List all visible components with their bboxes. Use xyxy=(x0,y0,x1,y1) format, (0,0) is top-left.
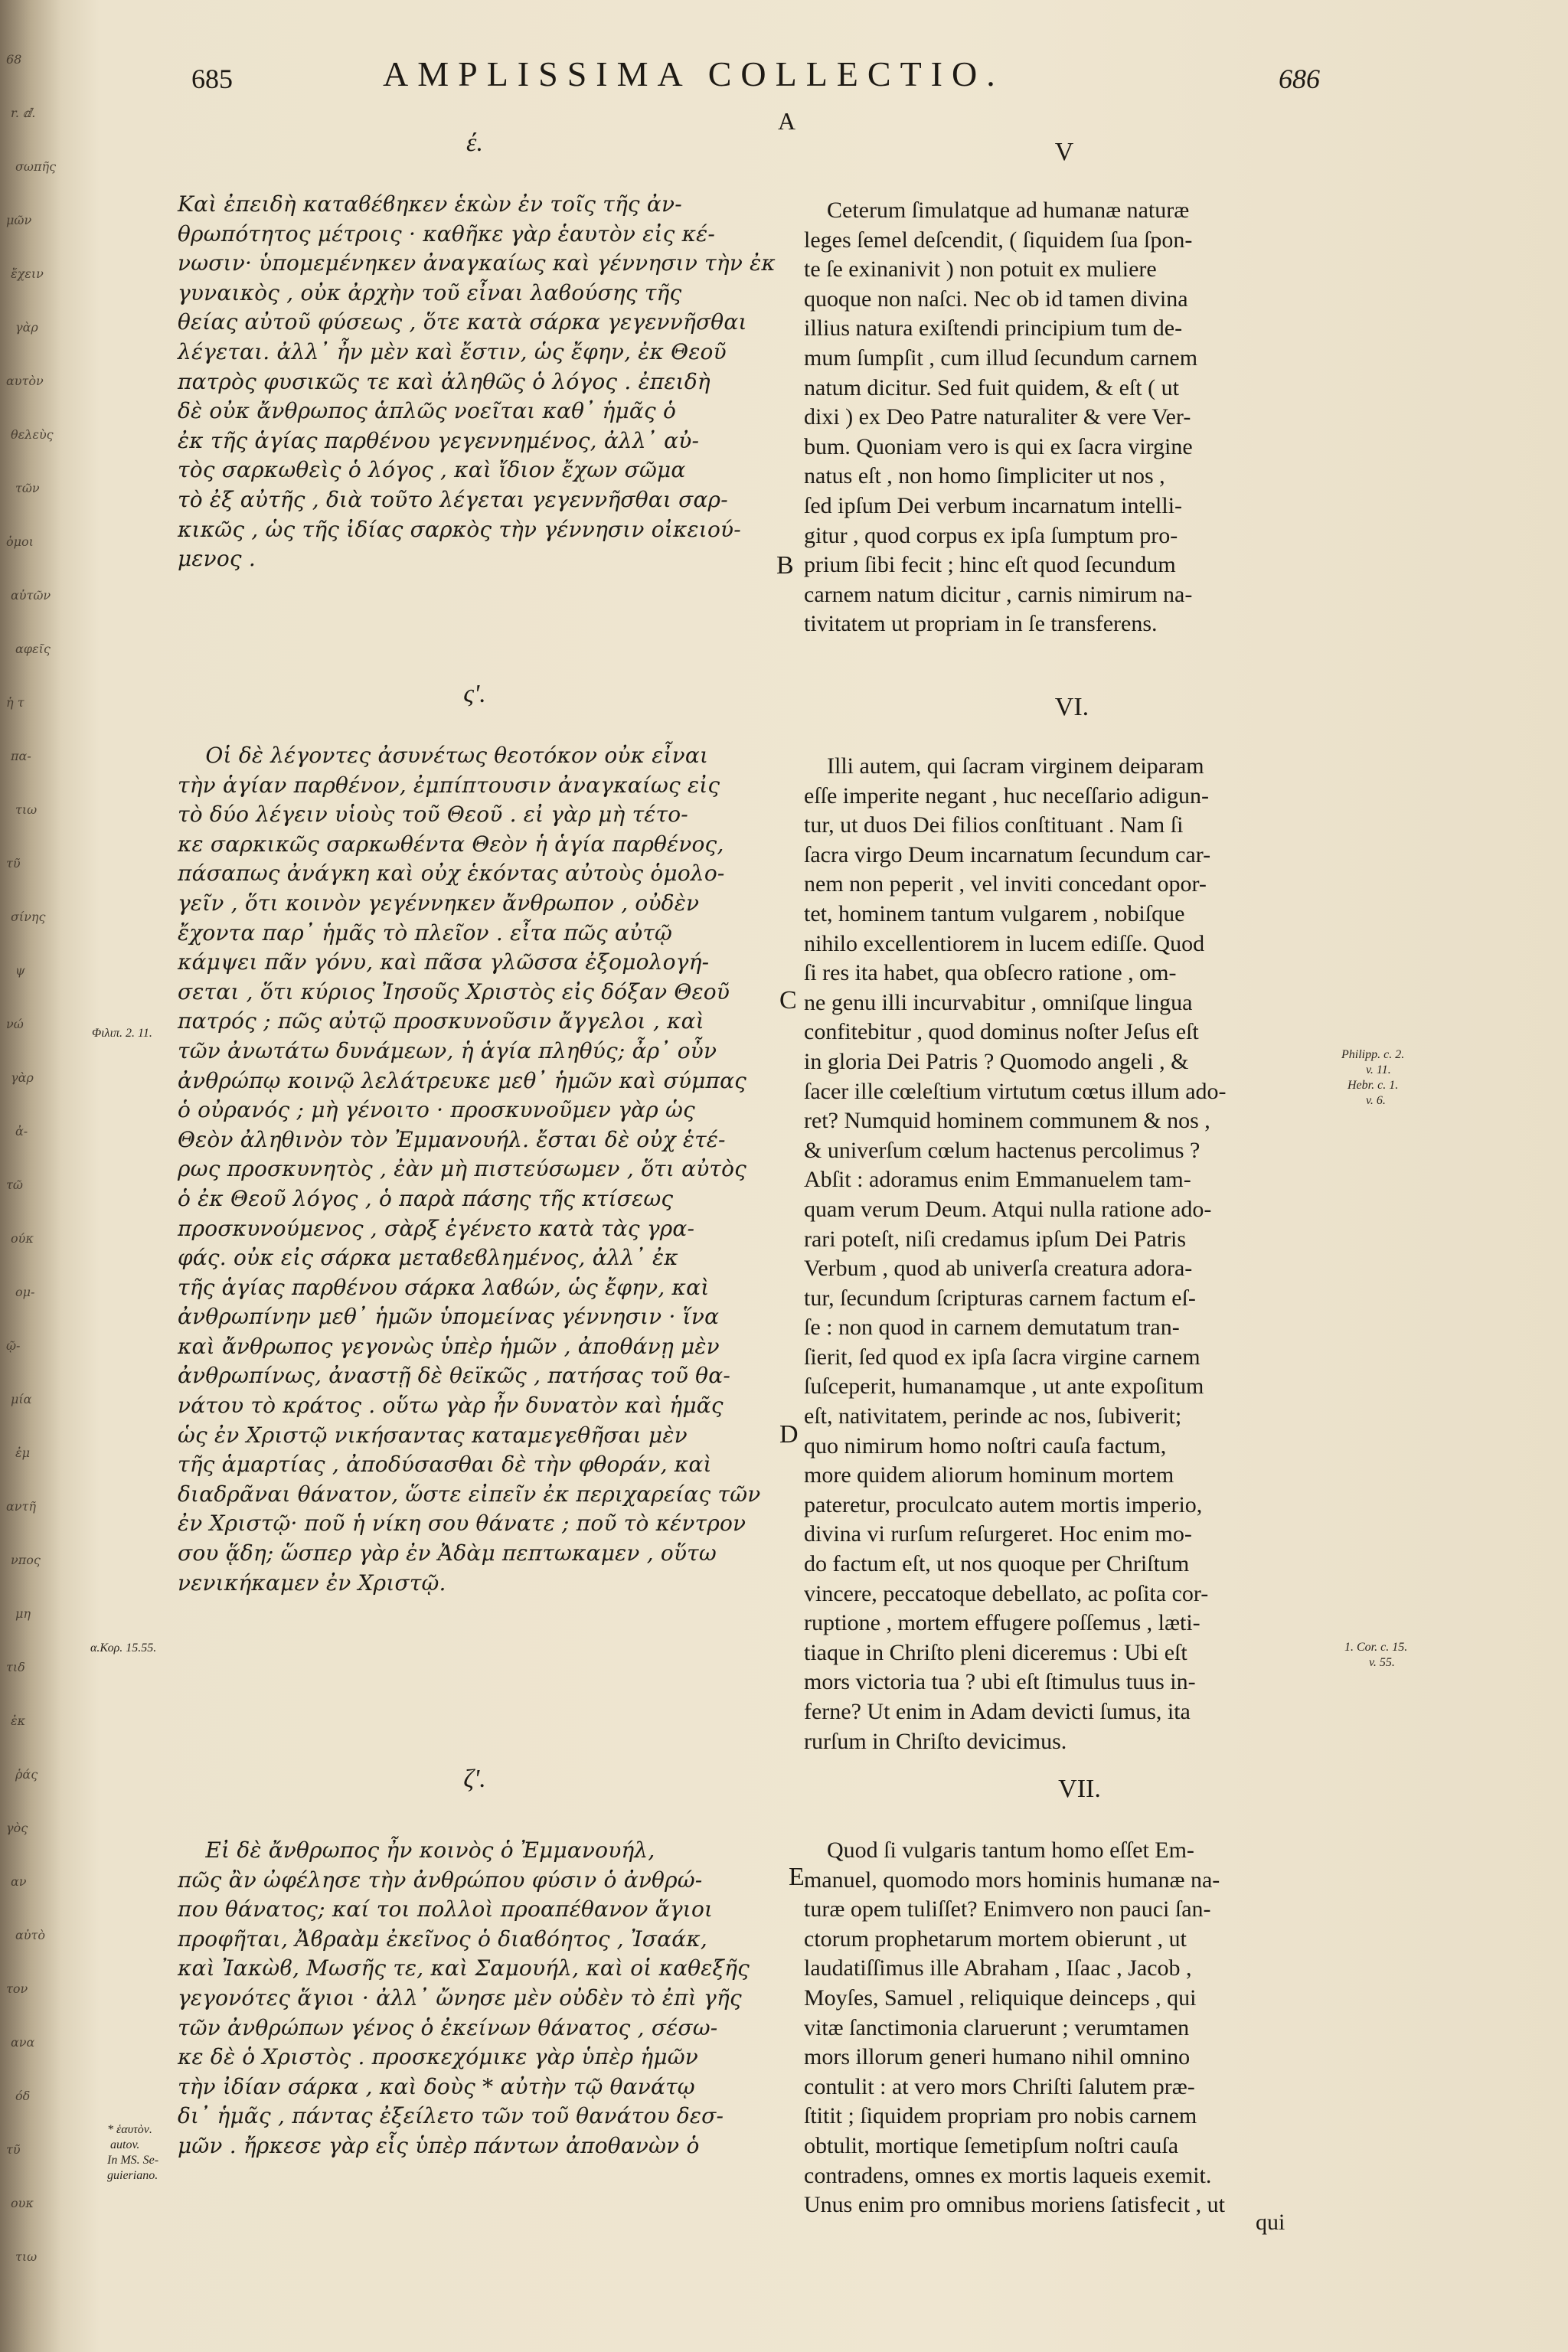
text-line: Abſit : adoramus enim Emmanuelem tam- xyxy=(804,1167,1191,1193)
page-number-right: 686 xyxy=(1279,64,1320,94)
text-line: τῆς ἁμαρτίας , ἀποδύσασθαι δὲ τὴν φθοράν, καὶ xyxy=(178,1452,712,1478)
text-line: τὴν ἰδίαν σάρκα , καὶ δοὺς * αὐτὴν τῷ θανάτῳ xyxy=(178,2073,695,2099)
text-line: δι᾽ ἡμᾶς , πάντας ἐξείλετο τῶν τοῦ θανάτου δεσ- xyxy=(178,2103,724,2129)
text-line: manuel, quomodo mors hominis humanæ na- xyxy=(804,1867,1220,1893)
text-line: προσκυνούμενος , σὰρξ ἐγένετο κατὰ τὰς γρα- xyxy=(178,1215,695,1241)
text-line: confitebitur , quod dominus noſter Jeſus eſt xyxy=(804,1019,1199,1045)
text-line: more quidem aliorum hominum mortem xyxy=(804,1462,1174,1488)
text-line: γεῖν , ὅτι κοινὸν γεγέννηκεν ἄνθρωπον , οὐδὲν xyxy=(178,890,700,916)
text-line: do factum eſt, ut nos quoque per Chriſtum xyxy=(804,1551,1190,1577)
text-line: tet, hominem tantum vulgarem , nobiſque xyxy=(804,900,1185,926)
text-line: σου ᾅδη; ὥσπερ γὰρ ἐν Ἀδὰμ πεπτωκαμεν , οὕτω xyxy=(178,1540,717,1566)
text-line: nihilo excellentiorem in lucem ediſſe. Quod xyxy=(804,930,1205,956)
text-line: eſt, nativitatem, perinde ac nos, ſubiverit; xyxy=(804,1403,1182,1429)
text-line: dixi ) ex Deo Patre naturaliter & vere Ver- xyxy=(804,404,1191,430)
text-line: ἀνθρωπίνην μεθ᾽ ἡμῶν ὑπομείνας γέννησιν · ἵνα xyxy=(178,1304,720,1330)
text-line: obtulit, mortique ſemetipſum noſtri cauſa xyxy=(804,2132,1179,2158)
text-line: τὴν ἁγίαν παρθένον, ἐμπίπτουσιν ἀναγκαίως εἰς xyxy=(178,772,720,798)
gutter-fragment: ομ- xyxy=(15,1285,35,1299)
catchword: qui xyxy=(1256,2210,1285,2235)
greek-text-block xyxy=(178,190,776,574)
text-line: quo nimirum homo noſtri cauſa factum, xyxy=(804,1432,1167,1459)
text-line: leges ſemel deſcendit, ( ſiquidem ſua ſpon- xyxy=(804,227,1193,253)
gutter-fragment: θελεὺς xyxy=(11,427,54,442)
margin-note-cor: α.Κορ. 15.55. xyxy=(90,1642,157,1655)
text-line: πατρὸς φυσικῶς τε καὶ ἀληθῶς ὁ λόγος . ἐπειδὴ xyxy=(178,368,710,394)
gutter-fragment: αὐτὸ xyxy=(15,1928,46,1942)
gutter-fragment: τιω xyxy=(15,2249,38,2264)
gutter-fragment: πα- xyxy=(11,749,31,763)
margin-letter-e: E xyxy=(789,1863,805,1891)
gutter-fragment: ούκ xyxy=(11,1231,34,1246)
text-line: Θεὸν ἀληθινὸν τὸν Ἐμμανουήλ. ἔσται δὲ οὐχ ἑτέ- xyxy=(178,1126,726,1152)
text-line: nem non peperit , vel inviti concedant opor- xyxy=(804,871,1207,897)
gutter-fragment: όδ xyxy=(15,2089,31,2103)
latin-text-block xyxy=(804,752,1227,1756)
greek-section-numeral: ς'. xyxy=(463,680,486,708)
text-line: ſi res ita habet, qua obſecro ratione , om- xyxy=(804,960,1177,986)
text-line: τῆς ἁγίας παρθένου σάρκα λαϐών, ὡς ἔφην, καὶ xyxy=(178,1274,710,1300)
text-line: ἐκ τῆς ἁγίας παρθένου γεγεννημένος, ἀλλ᾽ αὐ- xyxy=(178,427,700,453)
text-line: Unus enim pro omnibus moriens ſatisfecit , ut xyxy=(804,2192,1225,2218)
text-line: quam verum Deum. Atqui nulla ratione ado- xyxy=(804,1196,1212,1222)
gutter-fragment: τῶν xyxy=(15,481,40,495)
gutter-fragment: τιω xyxy=(15,802,38,817)
text-line: κε δὲ ὁ Χριστὸς . προσκεχόμικε γὰρ ὑπὲρ ἡμῶν xyxy=(178,2044,698,2070)
text-line: ret? Numquid hominem communem & nos , xyxy=(804,1108,1210,1134)
text-line: φάς. οὐκ εἰς σάρκα μεταϐεϐλημένος, ἀλλ᾽ ἐκ xyxy=(178,1245,678,1271)
text-line: σεται , ὅτι κύριος Ἰησοῦς Χριστὸς εἰς δόξαν Θεοῦ xyxy=(178,978,730,1004)
text-line: gitur , quod corpus ex ipſa ſumptum pro- xyxy=(804,522,1178,548)
text-line: bum. Quoniam vero is qui ex ſacra virgine xyxy=(804,433,1193,459)
gutter-fragment: ἐκ xyxy=(11,1713,26,1728)
gutter-fragment: γὰρ xyxy=(15,320,38,335)
text-line: λέγεται. ἀλλ᾽ ἦν μὲν καὶ ἔστιν, ὡς ἔφην, ἐκ Θεοῦ xyxy=(178,338,727,364)
text-line: & univerſum cœlum hactenus percolimus ? xyxy=(804,1137,1200,1163)
text-line: pateretur, proculcato autem mortis imperio, xyxy=(804,1491,1203,1517)
text-line: καὶ Ἰακὼϐ, Μωσῆς τε, καὶ Σαμουήλ, καὶ οἱ καθεξῆς xyxy=(178,1955,750,1981)
gutter-fragment: ἔχειν xyxy=(11,266,44,281)
text-line: contulit : at vero mors Chriſti ſalutem præ- xyxy=(804,2073,1195,2099)
text-line: natum dicitur. Sed fuit quidem, & eſt ( ut xyxy=(804,374,1179,400)
text-line: contradens, omnes ex mortis laqueis exemit. xyxy=(804,2162,1212,2188)
margin-letter-d: D xyxy=(779,1420,799,1449)
margin-note-corinthians: 1. Cor. c. 15. v. 55. xyxy=(1344,1641,1408,1669)
text-line: ἀνθρώπῳ κοινῷ λελάτρευκε μεθ᾽ ἡμῶν καὶ σύμπας xyxy=(178,1067,747,1093)
text-line: διαδρᾶναι θάνατον, ὥστε εἰπεῖν ἐκ περιχαρείας τῶν xyxy=(178,1481,761,1507)
gutter-fragment: γὰρ xyxy=(11,1070,34,1085)
text-line: carnem natum dicitur , carnis nimirum na- xyxy=(804,581,1193,607)
latin-text-block xyxy=(804,1836,1225,2220)
text-line: νενικήκαμεν ἐν Χριστῷ. xyxy=(178,1570,446,1596)
gutter-fragment: ανα xyxy=(11,2035,35,2050)
gutter-fragment: μία xyxy=(11,1392,32,1406)
running-title: AMPLISSIMA COLLECTIO. xyxy=(383,54,1004,93)
text-line: πάσαπως ἀνάγκη καὶ οὐχ ἑκόντας αὐτοὺς ὁμολο- xyxy=(178,861,725,887)
text-line: Illi autem, qui ſacram virginem deiparam xyxy=(804,753,1204,779)
text-line: Ceterum ſimulatque ad humanæ naturæ xyxy=(804,198,1190,223)
margin-note-manuscript: * ἑαυτὸν. autov. In MS. Se- guieriano. xyxy=(107,2123,159,2182)
text-line: ἔχοντα παρ᾽ ἡμᾶς τὸ πλεῖον . εἶτα πῶς αὐτῷ xyxy=(178,920,673,946)
text-line: ſe : non quod in carnem demutatum tran- xyxy=(804,1315,1180,1341)
text-line: μῶν . ἤρκεσε γὰρ εἷς ὑπὲρ πάντων ἀποθανὼν ὁ xyxy=(178,2132,700,2158)
text-line: tiaque in Chriſto pleni diceremus : Ubi eſt xyxy=(804,1639,1187,1665)
gutter-fragment: τῶ xyxy=(6,1178,23,1192)
latin-section-numeral: V xyxy=(1054,138,1074,166)
text-line: mum ſumpſit , cum illud ſecundum carnem xyxy=(804,345,1198,371)
text-line: ὁ ἐκ Θεοῦ λόγος , ὁ παρὰ πάσης τῆς κτίσεως xyxy=(178,1185,674,1211)
gutter-fragment: ῷ- xyxy=(6,1338,21,1353)
text-line: ne genu illi incurvabitur , omniſque lingua xyxy=(804,989,1193,1015)
signature-mark: A xyxy=(778,107,796,135)
margin-letter-c: C xyxy=(779,986,797,1014)
previous-page-gutter xyxy=(0,0,69,2352)
latin-section-numeral: VII. xyxy=(1058,1775,1101,1803)
text-line: πατρός ; πῶς αὐτῷ προσκυνοῦσιν ἄγγελοι , καὶ xyxy=(178,1008,704,1034)
text-line: ὡς ἐν Χριστῷ νικήσαντας καταμεγεθῆσαι μὲν xyxy=(178,1422,688,1448)
greek-section-numeral: έ. xyxy=(466,129,483,157)
gutter-fragment: αν xyxy=(11,1874,27,1889)
text-line: laudatiſſimus ille Abraham , Iſaac , Jacob , xyxy=(804,1955,1192,1981)
text-line: te ſe exinanivit ) non potuit ex muliere xyxy=(804,256,1157,283)
text-line: tur, ſecundum ſcripturas carnem factum eſ- xyxy=(804,1285,1196,1311)
text-line: ſtitit ; ſiquidem propriam pro nobis carnem xyxy=(804,2103,1197,2129)
text-line: ctorum prophetarum mortem obierunt , ut xyxy=(804,1926,1187,1952)
gutter-fragment: ψ xyxy=(15,963,25,978)
text-line: ρως προσκυνητὸς , ἐὰν μὴ πιστεύσωμεν , ὅτι αὐτὸς xyxy=(178,1156,747,1182)
text-line: divina vi rurſum reſurgeret. Hoc enim mo- xyxy=(804,1521,1192,1547)
text-line: mors victoria tua ? ubi eſt ſtimulus tuus in- xyxy=(804,1669,1196,1695)
text-line: Οἱ δὲ λέγοντες ἀσυνέτως θεοτόκον οὐκ εἶναι xyxy=(178,743,709,768)
text-line: που θάνατος; καί τοι πολλοὶ προαπέθανον ἅγιοι xyxy=(178,1896,714,1922)
text-line: quoque non naſci. Nec ob id tamen divina xyxy=(804,286,1188,312)
gutter-fragment: σίνης xyxy=(11,910,46,924)
gutter-fragment: αφεῖς xyxy=(15,642,51,656)
text-line: natus eſt , non homo ſimpliciter ut nos , xyxy=(804,463,1165,489)
text-line: rurſum in Chriſto devicimus. xyxy=(804,1728,1067,1754)
gutter-fragment: ῥάς xyxy=(15,1767,38,1782)
text-line: ruptione , mortem effugere poſſemus , læti- xyxy=(804,1610,1200,1636)
text-line: ſacer ille cœleſtium virtutum cœtus illum ado- xyxy=(804,1078,1227,1104)
gutter-fragment: σωπῆς xyxy=(15,159,57,174)
latin-text-block xyxy=(804,196,1197,639)
gutter-fragment: τῦ xyxy=(6,856,21,871)
greek-text-block xyxy=(178,741,760,1598)
gutter-fragment: αυτὸν xyxy=(6,374,44,388)
text-line: τῶν ἀνωτάτω δυνάμεων, ἡ ἁγία πληθύς; ἆρ᾽ οὖν xyxy=(178,1037,717,1063)
text-line: θρωπότητος μέτροις · καθῆκε γὰρ ἑαυτὸν εἰς κέ- xyxy=(178,220,716,247)
text-line: τὸ δύο λέγειν υἱοὺς τοῦ Θεοῦ . εἰ γὰρ μὴ τέτο- xyxy=(178,802,688,828)
text-line: ἀνθρωπίνως, ἀναστῇ δὲ θεϊκῶς , πατήσας τοῦ θα- xyxy=(178,1363,731,1389)
latin-section-numeral: VI. xyxy=(1054,693,1089,721)
text-line: eſſe imperite negant , huc neceſſario adigun- xyxy=(804,782,1209,808)
gutter-fragment: ἐμ xyxy=(15,1446,30,1460)
text-line: Verbum , quod ab univerſa creatura adora- xyxy=(804,1256,1193,1282)
margin-letter-b: B xyxy=(776,551,794,580)
text-line: mors illorum generi humano nihil omnino xyxy=(804,2044,1191,2070)
text-line: in gloria Dei Patris ? Quomodo angeli , & xyxy=(804,1048,1189,1074)
text-line: τὸ ἐξ αὐτῆς , διὰ τοῦτο λέγεται γεγεννῆσθαι σαρ- xyxy=(178,486,728,512)
text-line: νάτου τὸ κράτος . οὕτω γὰρ ἦν δυνατὸν καὶ ἡμᾶς xyxy=(178,1393,724,1419)
greek-section-numeral: ζ'. xyxy=(463,1765,486,1793)
text-line: tivitatem ut propriam in ſe transferens. xyxy=(804,611,1158,637)
gutter-fragment: 68 xyxy=(6,52,22,67)
gutter-fragment: νπος xyxy=(11,1553,41,1567)
text-line: τὸς σαρκωθεὶς ὁ λόγος , καὶ ἴδιον ἔχων σῶμα xyxy=(178,457,686,483)
gutter-fragment: μη xyxy=(15,1606,31,1621)
text-line: prium ſibi fecit ; hinc eſt quod ſecundum xyxy=(804,552,1176,578)
gutter-fragment: μῶν xyxy=(6,213,32,227)
text-line: vitæ ſanctimonia claruerunt ; verumtamen xyxy=(804,2014,1190,2040)
text-line: γυναικὸς , οὐκ ἀρχὴν τοῦ εἶναι λαϐούσης τῆς xyxy=(178,279,682,305)
gutter-fragment: r. ⅆ. xyxy=(11,106,36,120)
text-line: τῶν ἀνθρώπων γένος ὁ ἐκείνων θάνατος , σέσω- xyxy=(178,2014,718,2040)
page-number-left: 685 xyxy=(191,64,233,94)
text-line: ſed ipſum Dei verbum incarnatum intelli- xyxy=(804,492,1183,518)
gutter-fragment: τον xyxy=(6,1981,28,1996)
margin-note-phil: Φιλιπ. 2. 11. xyxy=(92,1027,152,1040)
text-line: rari poteſt, niſi credamus ipſum Dei Patris xyxy=(804,1226,1187,1252)
gutter-fragment: αντῆ xyxy=(6,1499,36,1514)
text-line: ferne? Ut enim in Adam devicti ſumus, ita xyxy=(804,1699,1191,1724)
text-line: Εἰ δὲ ἄνθρωπος ἦν κοινὸς ὁ Ἐμμανουήλ, xyxy=(178,1838,655,1863)
text-line: Quod ſi vulgaris tantum homo eſſet Em- xyxy=(804,1838,1194,1863)
text-line: κε σαρκικῶς σαρκωθέντα Θεὸν ἡ ἁγία παρθένος, xyxy=(178,831,724,857)
gutter-fragment: νώ xyxy=(6,1017,24,1031)
text-line: illius natura exiſtendi principium tum de- xyxy=(804,315,1183,341)
text-line: Moyſes, Samuel , reliquique deinceps , qui xyxy=(804,1984,1197,2011)
gutter-fragment: αὐτῶν xyxy=(11,588,51,603)
text-line: καὶ ἄνθρωπος γεγονὼς ὑπὲρ ἡμῶν , ἀποθάνῃ μὲν xyxy=(178,1333,720,1359)
text-line: μενος . xyxy=(178,546,256,572)
text-line: tur, ut duos Dei filios conſtituant . Nam ſi xyxy=(804,812,1184,838)
gutter-fragment: ὁμοι xyxy=(6,534,34,549)
greek-text-block xyxy=(178,1836,750,2161)
text-line: ſuſceperit, humanamque , ut ante expoſitum xyxy=(804,1374,1204,1400)
gutter-fragment: γὸς xyxy=(6,1821,28,1835)
text-line: ſierit, ſed quod ex ipſa ſacra virgine carnem xyxy=(804,1344,1200,1370)
text-line: ὁ οὐρανός ; μὴ γένοιτο · προσκυνοῦμεν γὰρ ὡς xyxy=(178,1097,695,1123)
gutter-fragment: ουκ xyxy=(11,2196,34,2210)
text-line: ſacra virgo Deum incarnatum ſecundum car- xyxy=(804,841,1211,867)
text-line: ἐν Χριστῷ· ποῦ ἡ νίκη σου θάνατε ; ποῦ τὸ κέντρον xyxy=(178,1511,746,1537)
margin-note-philipp-hebr: Philipp. c. 2. v. 11. Hebr. c. 1. v. 6. xyxy=(1341,1048,1405,1107)
gutter-fragment: ἀ- xyxy=(15,1124,28,1138)
text-line: πῶς ἂν ὠφέλησε τὴν ἀνθρώπου φύσιν ὁ ἀνθρώ- xyxy=(178,1867,703,1893)
gutter-fragment: τῦ xyxy=(6,2142,21,2157)
text-line: δὲ οὐκ ἄνθρωπος ἁπλῶς νοεῖται καθ᾽ ἡμᾶς ὁ xyxy=(178,398,677,424)
text-line: turæ opem tuliſſet? Enimvero non pauci ſan- xyxy=(804,1896,1211,1922)
gutter-fragment: ἡ τ xyxy=(6,695,24,710)
text-line: νωσιν· ὑπομεμένηκεν ἀναγκαίως καὶ γέννησιν τὴν ἐκ xyxy=(178,250,776,276)
text-line: Καὶ ἐπειδὴ καταϐέϐηκεν ἑκὼν ἐν τοῖς τῆς ἀν- xyxy=(178,191,682,217)
text-line: κικῶς , ὡς τῆς ἰδίας σαρκὸς τὴν γέννησιν οἰκειού- xyxy=(178,516,741,542)
gutter-fragment: τιδ xyxy=(6,1660,25,1674)
text-line: προφῆται, Ἀϐραὰμ ἐκεῖνος ὁ διαϐόητος , Ἰσαάκ, xyxy=(178,1926,707,1952)
text-line: κάμψει πᾶν γόνυ, καὶ πᾶσα γλῶσσα ἐξομολογή- xyxy=(178,949,710,975)
text-line: γεγονότες ἅγιοι · ἀλλ᾽ ὤνησε μὲν οὐδὲν τὸ ἐπὶ γῆς xyxy=(178,1984,742,2011)
text-line: θείας αὐτοῦ φύσεως , ὅτε κατὰ σάρκα γεγεννῆσθαι xyxy=(178,309,747,335)
text-line: vincere, peccatoque debellato, ac poſita cor- xyxy=(804,1580,1209,1606)
